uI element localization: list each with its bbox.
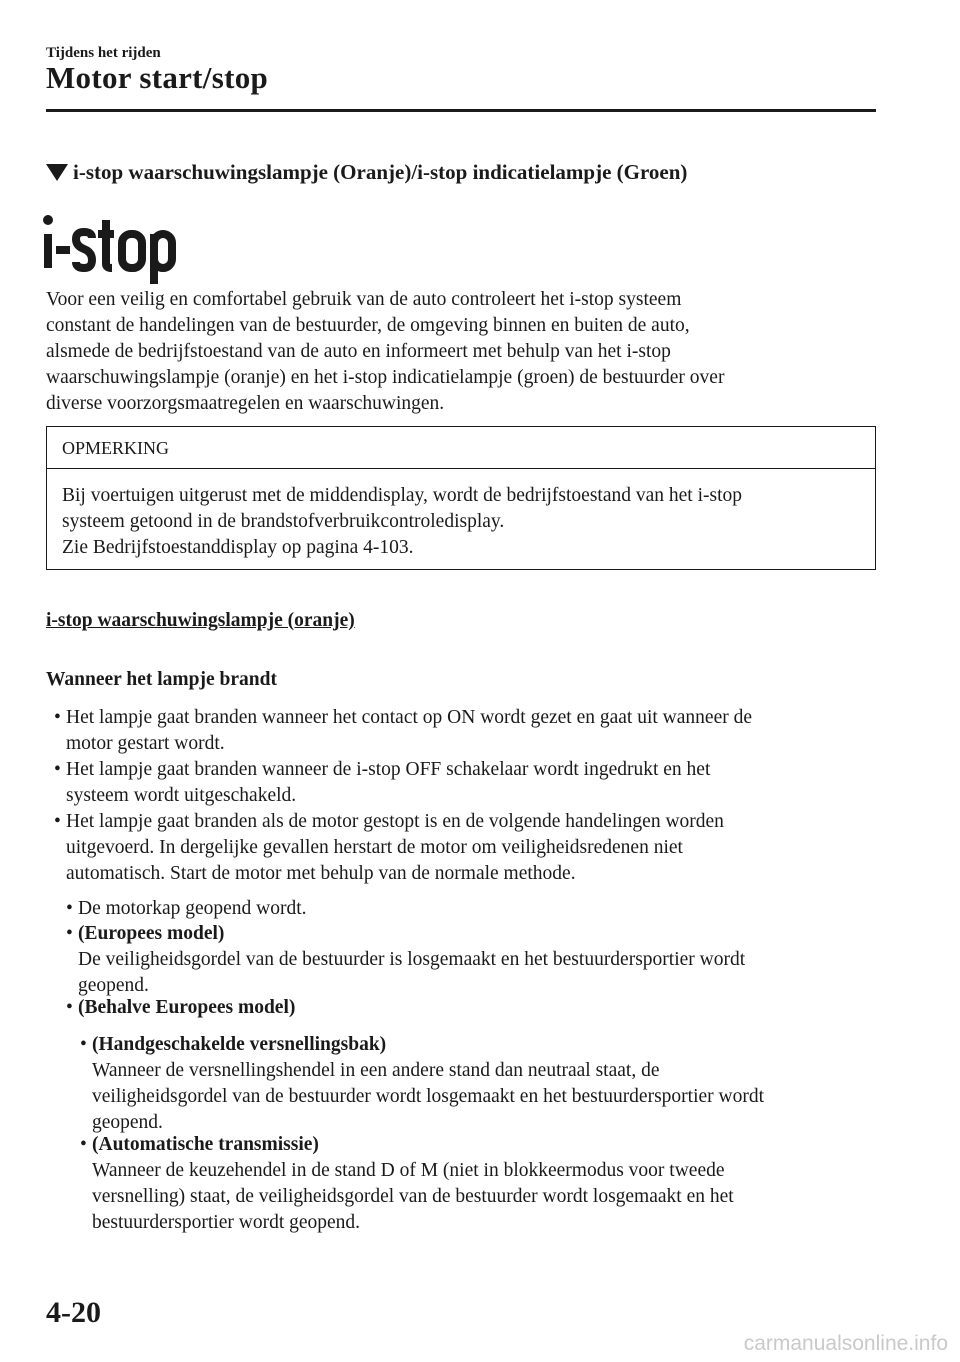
sub-list-item <box>66 896 307 922</box>
list-item-line: Het lampje gaat branden wanneer het contact op ON wordt gezet en gaat uit wanneer de <box>66 707 752 728</box>
list-item-line: systeem wordt uitgeschakeld. <box>66 785 297 806</box>
list-item-label: (Automatische transmissie) <box>92 1134 319 1155</box>
section-label: Tijdens het rijden <box>46 45 161 61</box>
list-item-line: De motorkap geopend wordt. <box>78 898 307 919</box>
sub-sub-list-item <box>80 1132 734 1236</box>
note-line: Bij voertuigen uitgerust met de middendisplay, wordt de bedrijfstoestand van het i-stop <box>62 485 743 506</box>
sub-list-item <box>66 921 746 999</box>
list-item-line: Het lampje gaat branden wanneer de i-stop OFF schakelaar wordt ingedrukt en het <box>66 759 711 780</box>
list-item-label: (Europees model) <box>78 923 225 944</box>
list-item-line: automatisch. Start de motor met behulp van de normale methode. <box>66 863 576 884</box>
bullet-icon: • <box>66 923 73 944</box>
note-line: Zie Bedrijfstoestanddisplay op pagina 4-103. <box>62 537 414 558</box>
list-item-line: De veiligheidsgordel van de bestuurder is losgemaakt en het bestuurdersportier wordt <box>78 949 746 970</box>
list-item-line: bestuurdersportier wordt geopend. <box>92 1212 361 1233</box>
bullet-icon: • <box>80 1134 87 1155</box>
intro-line: constant de handelingen van de bestuurder, de omgeving binnen en buiten de auto, <box>46 315 690 336</box>
bullet-icon: • <box>66 997 73 1018</box>
sub-list-item <box>66 995 296 1021</box>
list-item-line: Wanneer de keuzehendel in de stand D of M (niet in blokkeermodus voor tweede <box>92 1160 725 1181</box>
list-item-line: motor gestart wordt. <box>66 733 225 754</box>
section-heading <box>46 160 687 185</box>
list-item-line: Wanneer de versnellingshendel in een andere stand dan neutraal staat, de <box>92 1060 660 1081</box>
intro-line: Voor een veilig en comfortabel gebruik van de auto controleert het i-stop systeem <box>46 289 682 310</box>
sub-subheading: Wanneer het lampje brandt <box>46 669 277 690</box>
bullet-icon: • <box>54 759 61 780</box>
list-item-line: Het lampje gaat branden als de motor gestopt is en de volgende handelingen worden <box>66 811 724 832</box>
intro-paragraph <box>46 287 876 417</box>
bullet-icon: • <box>54 811 61 832</box>
list-item-line: versnelling) staat, de veiligheidsgordel van de bestuurder wordt losgemaakt en het <box>92 1186 734 1207</box>
sub-sub-list-item <box>80 1032 765 1136</box>
bullet-icon: • <box>80 1034 87 1055</box>
note-text <box>62 483 862 561</box>
list-item-label: (Handgeschakelde versnellingsbak) <box>92 1034 387 1055</box>
bullet-icon: • <box>66 898 73 919</box>
list-item <box>54 705 752 757</box>
note-box <box>46 426 876 570</box>
bullet-icon: • <box>54 707 61 728</box>
subheading: i-stop waarschuwingslampje (oranje) <box>46 610 355 631</box>
list-item-line: geopend. <box>78 975 149 996</box>
title-divider <box>46 109 876 112</box>
list-item-line: veiligheidsgordel van de bestuurder wordt losgemaakt en het bestuurdersportier wordt <box>92 1086 765 1107</box>
page-title: Motor start/stop <box>46 60 269 95</box>
page-number: 4-20 <box>46 1296 101 1329</box>
note-title: OPMERKING <box>62 438 170 458</box>
i-stop-logo-icon <box>40 208 176 286</box>
intro-line: alsmede de bedrijfstoestand van de auto en informeert met behulp van het i-stop <box>46 341 671 362</box>
list-item-line: uitgevoerd. In dergelijke gevallen herstart de motor om veiligheidsredenen niet <box>66 837 683 858</box>
list-item <box>54 757 711 809</box>
note-line: systeem getoond in de brandstofverbruikcontroledisplay. <box>62 511 505 532</box>
intro-line: waarschuwingslampje (oranje) en het i-stop indicatielampje (groen) de bestuurder over <box>46 367 725 388</box>
watermark: carmanualsonline.info <box>743 1332 948 1355</box>
triangle-down-icon <box>46 164 68 181</box>
list-item <box>54 809 724 887</box>
list-item-label: (Behalve Europees model) <box>78 997 296 1018</box>
section-heading-text: i-stop waarschuwingslampje (Oranje)/i-stop indicatielampje (Groen) <box>73 160 688 184</box>
intro-line: diverse voorzorgsmaatregelen en waarschuwingen. <box>46 393 445 414</box>
note-header <box>47 427 875 469</box>
list-item-line: geopend. <box>92 1112 163 1133</box>
